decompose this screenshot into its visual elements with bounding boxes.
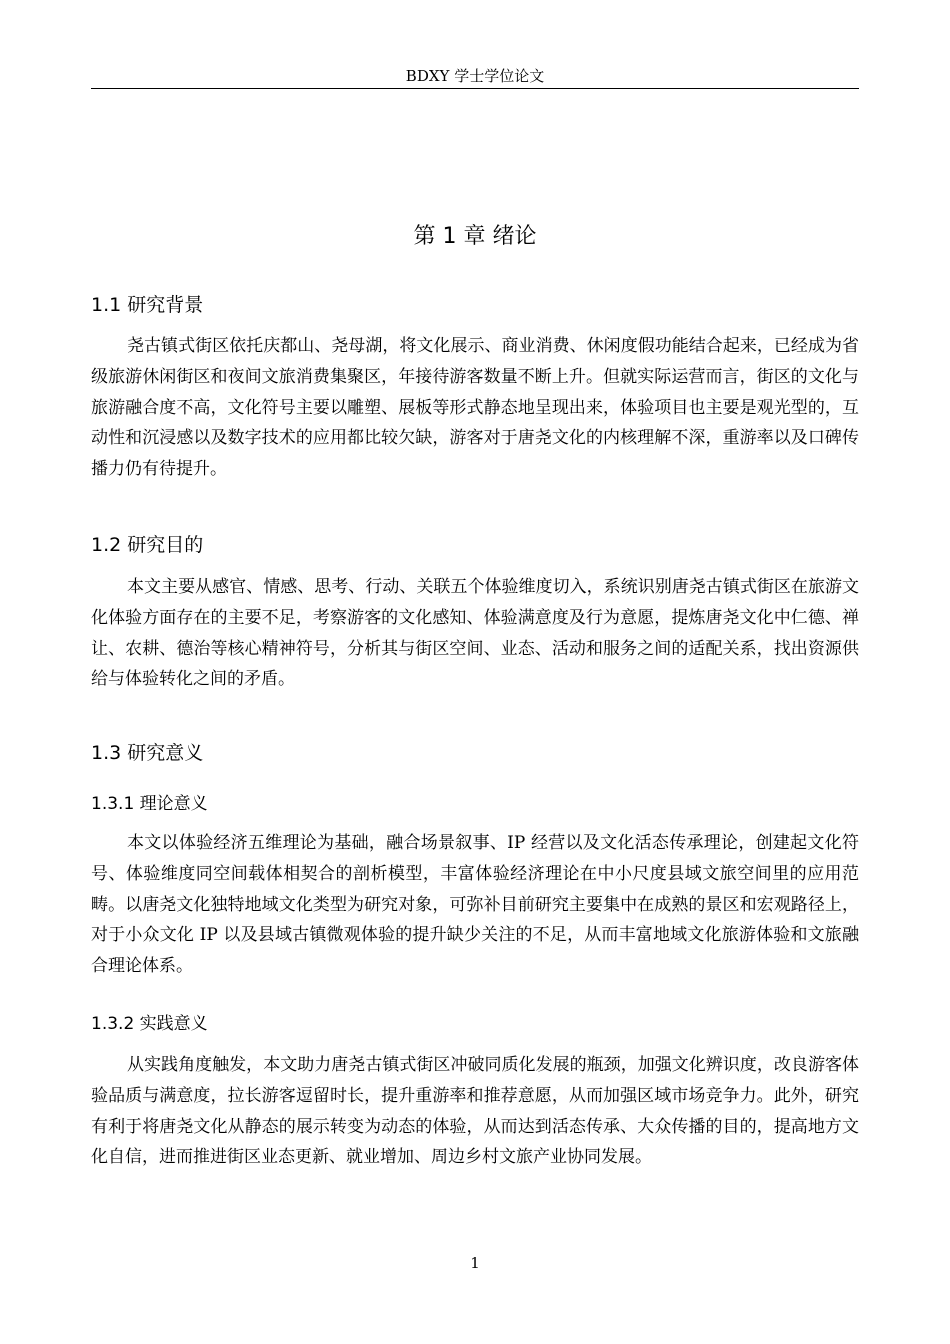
paragraph-theory: 本文以体验经济五维理论为基础，融合场景叙事、IP 经营以及文化活态传承理论，创建起文化符号、体验维度同空间载体相契合的剖析模型，丰富体验经济理论在中小尺度县域文旅空间里的应用范畴。以唐尧文化独特地域文化类型为研究对象，可弥补目前研究主要集中在成熟的景区和宏观路径上，对于小众文化 IP 以及县域古镇微观体验的提升缺少关注的不足，从而丰富地域文化旅游体验和文旅融合理论体系。 xyxy=(91,833,859,977)
chapter-title: 第 1 章 绪论 xyxy=(413,224,537,249)
paragraph-practice: 从实践角度触发，本文助力唐尧古镇式街区冲破同质化发展的瓶颈，加强文化辨识度，改良游客体验品质与满意度，拉长游客逗留时长，提升重游率和推荐意愿，从而加强区域市场竞争力。此外，研究有利于将唐尧文化从静态的展示转变为动态的体验，从而达到活态传承、大众传播的目的，提高地方文化自信，进而推进街区业态更新、就业增加、周边乡村文旅产业协同发展。 xyxy=(91,1055,859,1168)
section-heading-purpose: 1.2 研究目的 xyxy=(91,534,204,556)
subsection-heading-practice: 1.3.2 实践意义 xyxy=(91,1014,208,1034)
paragraph-background: 尧古镇式街区依托庆都山、尧母湖，将文化展示、商业消费、休闲度假功能结合起来，已经成为省级旅游休闲街区和夜间文旅消费集聚区，年接待游客数量不断上升。但就实际运营而言，街区的文化与旅游融合度不高，文化符号主要以雕塑、展板等形式静态地呈现出来，体验项目也主要是观光型的，互动性和沉浸感以及数字技术的应用都比较欠缺，游客对于唐尧文化的内核理解不深，重游率以及口碑传播力仍有待提升。 xyxy=(91,336,859,480)
section-heading-background: 1.1 研究背景 xyxy=(91,294,204,316)
page-number: 1 xyxy=(470,1254,480,1272)
header-rule xyxy=(91,88,859,89)
running-header: BDXY 学士学位论文 xyxy=(405,67,545,85)
paragraph-purpose: 本文主要从感官、情感、思考、行动、关联五个体验维度切入，系统识别唐尧古镇式街区在旅游文化体验方面存在的主要不足，考察游客的文化感知、体验满意度及行为意愿，提炼唐尧文化中仁德、禅让、农耕、德治等核心精神符号，分析其与街区空间、业态、活动和服务之间的适配关系，找出资源供给与体验转化之间的矛盾。 xyxy=(91,577,859,690)
section-heading-significance: 1.3 研究意义 xyxy=(91,742,204,764)
subsection-heading-theory: 1.3.1 理论意义 xyxy=(91,794,208,814)
